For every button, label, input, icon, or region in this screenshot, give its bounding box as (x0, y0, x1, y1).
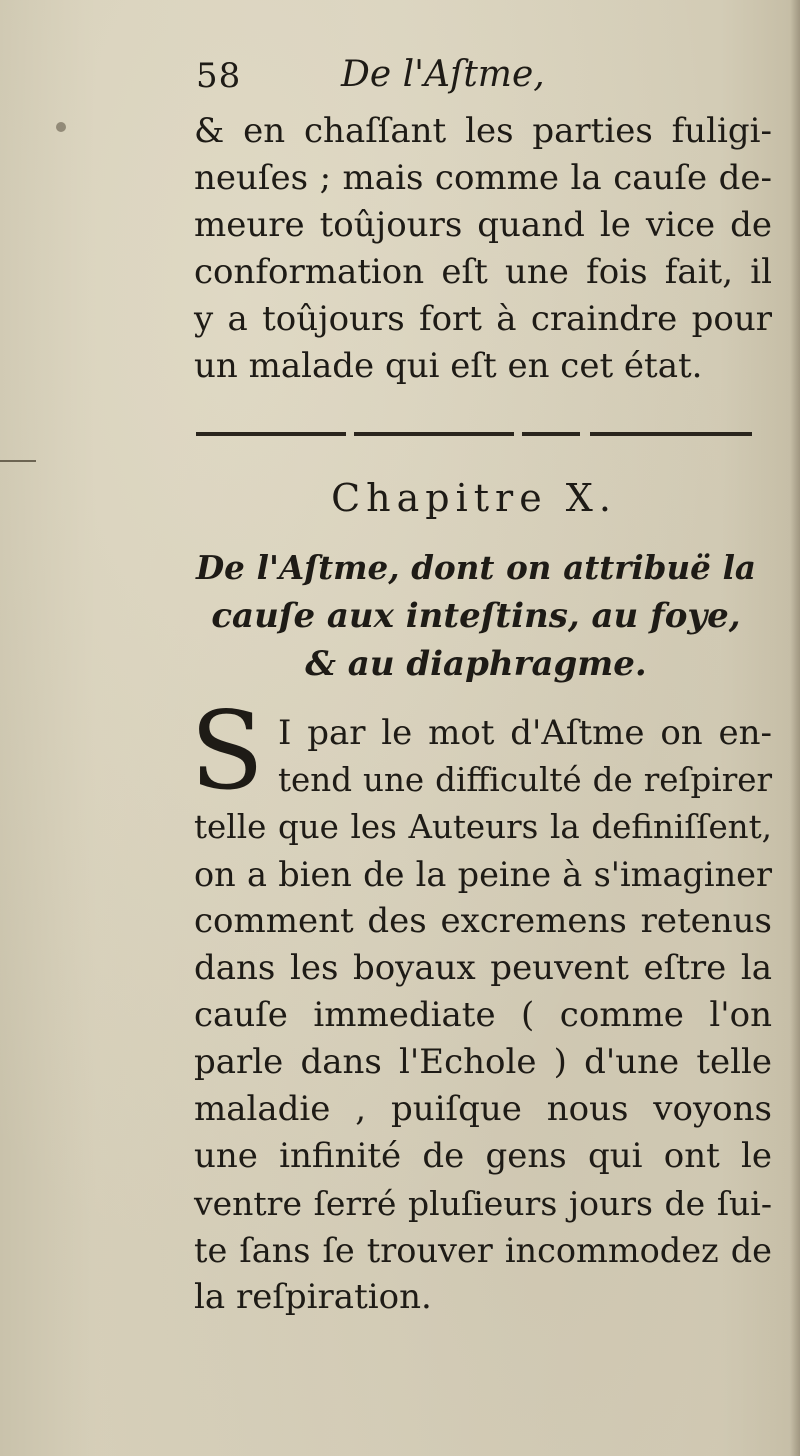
page-edge-shadow (790, 0, 800, 1456)
text-line: neuſes ; mais comme la cauſe de- (194, 158, 772, 198)
text-line: conformation eſt une fois fait, il (194, 252, 772, 292)
text-line: parle dans l'Echole ) d'une telle (194, 1042, 772, 1082)
text-line: une infinité de gens qui ont le (194, 1136, 772, 1176)
ornamental-rule (196, 430, 752, 438)
rule-segment (196, 432, 346, 436)
text-line: dans les boyaux peuvent eſtre la (194, 948, 772, 988)
subtitle-line: & au diaphragme. (305, 644, 647, 684)
text-line: I par le mot d'Aſtme on en- (278, 713, 772, 753)
text-line: tend une difficulté de reſpirer (278, 761, 772, 799)
text-line: meure toûjours quand le vice de (194, 205, 772, 245)
rule-segment (590, 432, 752, 436)
text-line: comment des excremens retenus (194, 901, 772, 941)
chapter-subtitle (196, 544, 756, 688)
text-line: ventre ſerré pluſieurs jours de ſui- (194, 1184, 772, 1223)
page-header (196, 52, 756, 104)
text-line: y a toûjours fort à craindre pour (194, 299, 772, 339)
chapter-heading: Chapitre X. (331, 476, 617, 520)
subtitle-line: cauſe aux inteſtins, au foye, (211, 596, 741, 636)
continued-paragraph (194, 108, 772, 390)
text-line: on a bien de la peine à s'imaginer (194, 855, 772, 894)
text-line: telle que les Auteurs la definiſſent, (194, 808, 772, 846)
chapter-paragraph (194, 710, 772, 1321)
rule-segment (522, 432, 580, 436)
ink-speck (56, 122, 66, 132)
text-line: cauſe immediate ( comme l'on (194, 995, 772, 1035)
drop-cap: S (190, 689, 264, 814)
text-line: la reſpiration. (194, 1277, 432, 1317)
page-number: 58 (196, 56, 242, 96)
text-line: maladie , puiſque nous voyons (194, 1089, 772, 1129)
text-line: & en chaſſant les parties fuligi- (194, 111, 772, 151)
text-line: te ſans ſe trouver incommodez de (194, 1231, 772, 1270)
running-title: De l'Aſtme, (341, 54, 545, 95)
text-line: un malade qui eſt en cet état. (194, 346, 703, 386)
rule-segment (354, 432, 514, 436)
subtitle-line: De l'Aſtme, dont on attribuë la (196, 548, 756, 587)
margin-mark (0, 460, 36, 462)
